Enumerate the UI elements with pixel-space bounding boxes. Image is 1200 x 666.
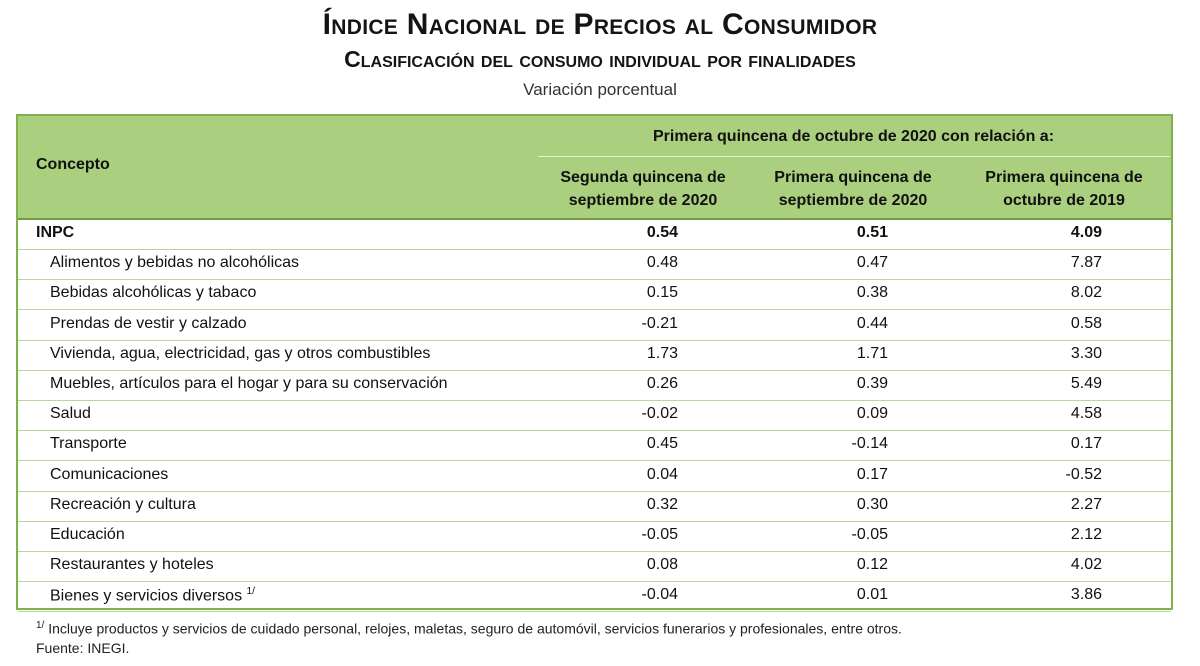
table-row: [18, 341, 1171, 371]
row-label: Transporte: [50, 435, 127, 453]
row-value-1: 0.32: [646, 495, 678, 513]
row-value-3: 5.49: [1070, 375, 1102, 392]
row-label: INPC: [36, 224, 75, 241]
row-value-2: 0.51: [856, 224, 888, 241]
row-label: Alimentos y bebidas no alcohólicas: [50, 254, 300, 272]
row-label: Bienes y servicios diversos $^{1/}$: [50, 586, 255, 605]
footnote: [36, 620, 902, 637]
row-value-3: 4.09: [1070, 224, 1102, 241]
row-value-3: 0.17: [1070, 435, 1102, 453]
row-label: Vivienda, agua, electricidad, gas y otros combustibles: [50, 344, 431, 362]
table-row: [18, 250, 1171, 280]
row-value-3: 3.86: [1070, 586, 1102, 604]
row-value-2: 0.17: [856, 465, 888, 483]
row-value-2: 0.39: [856, 375, 888, 392]
row-value-2: 0.01: [856, 586, 888, 604]
row-value-1: 0.54: [646, 224, 678, 241]
row-value-2: -0.05: [851, 526, 888, 543]
table-row: [18, 431, 1171, 461]
row-value-1: -0.05: [641, 526, 678, 543]
row-label: Restaurantes y hoteles: [50, 556, 214, 574]
row-value-3: -0.52: [1065, 465, 1102, 483]
row-value-3: 7.87: [1070, 254, 1102, 272]
row-value-2: 1.71: [856, 344, 888, 362]
row-value-3: 2.12: [1070, 526, 1102, 543]
row-value-2: 0.44: [856, 314, 888, 332]
row-value-3: 2.27: [1070, 495, 1102, 513]
row-value-3: 8.02: [1070, 284, 1102, 302]
table-row: [18, 552, 1171, 582]
header-divider: [538, 156, 1170, 157]
concepto-header: Concepto: [36, 156, 110, 173]
row-label: Salud: [50, 405, 91, 423]
row-value-2: -0.14: [851, 435, 888, 453]
page-title: Índice Nacional de Precios al Consumidor: [322, 8, 878, 41]
row-value-3: 0.58: [1070, 314, 1102, 332]
row-label: Muebles, artículos para el hogar y para su conservación: [50, 375, 448, 392]
row-label: Educación: [50, 526, 125, 543]
table-row-inpc: [18, 220, 1171, 250]
inpc-table: [16, 114, 1173, 610]
table-row: [18, 311, 1171, 341]
table-row: [18, 582, 1171, 612]
unit-label: Variación porcentual: [523, 80, 677, 99]
row-value-2: 0.38: [856, 284, 888, 302]
row-value-1: 0.04: [646, 465, 678, 483]
row-value-3: 4.02: [1070, 556, 1102, 574]
row-value-1: 0.45: [646, 435, 678, 453]
table-row: [18, 492, 1171, 522]
span-header: Primera quincena de octubre de 2020 con relación a:: [652, 128, 1055, 145]
row-value-3: 3.30: [1070, 344, 1102, 362]
column-header-3: Primera quincena de octubre de 2019: [985, 169, 1143, 209]
source-note: Fuente: INEGI.: [36, 640, 130, 656]
row-value-1: -0.21: [641, 314, 678, 332]
row-value-1: -0.02: [641, 405, 678, 423]
row-value-1: 0.08: [646, 556, 678, 574]
table-header: [18, 116, 1171, 220]
row-value-1: 0.48: [646, 254, 678, 272]
footnote-mark: 1/: [36, 620, 45, 631]
row-value-1: 1.73: [646, 344, 678, 362]
row-value-2: 0.30: [856, 495, 888, 513]
row-value-1: -0.04: [641, 586, 678, 604]
footnote-text: Incluye productos y servicios de cuidado personal, relojes, maletas, seguro de automóvil, servicios funerarios y profesionales, entre otros.: [48, 620, 902, 637]
row-divider: [18, 611, 1171, 612]
column-header-2: Primera quincena de septiembre de 2020: [774, 169, 932, 209]
table-row: [18, 371, 1171, 401]
row-value-3: 4.58: [1070, 405, 1102, 423]
row-value-2: 0.47: [856, 254, 888, 272]
page-subtitle: Clasificación del consumo individual por finalidades: [344, 46, 856, 72]
table-row: [18, 280, 1171, 310]
row-value-2: 0.09: [856, 405, 888, 423]
row-value-1: 0.15: [646, 284, 678, 302]
row-label: Bebidas alcohólicas y tabaco: [50, 284, 257, 302]
table-row: [18, 462, 1171, 492]
table-row: [18, 522, 1171, 552]
row-label: Prendas de vestir y calzado: [50, 314, 247, 332]
footnote-ref: 1/: [246, 586, 255, 598]
row-value-2: 0.12: [856, 556, 888, 574]
table-row: [18, 401, 1171, 431]
row-label: Recreación y cultura: [50, 495, 196, 513]
row-value-1: 0.26: [646, 375, 678, 392]
row-label: Comunicaciones: [50, 465, 169, 483]
column-header-1: Segunda quincena de septiembre de 2020: [560, 169, 726, 209]
